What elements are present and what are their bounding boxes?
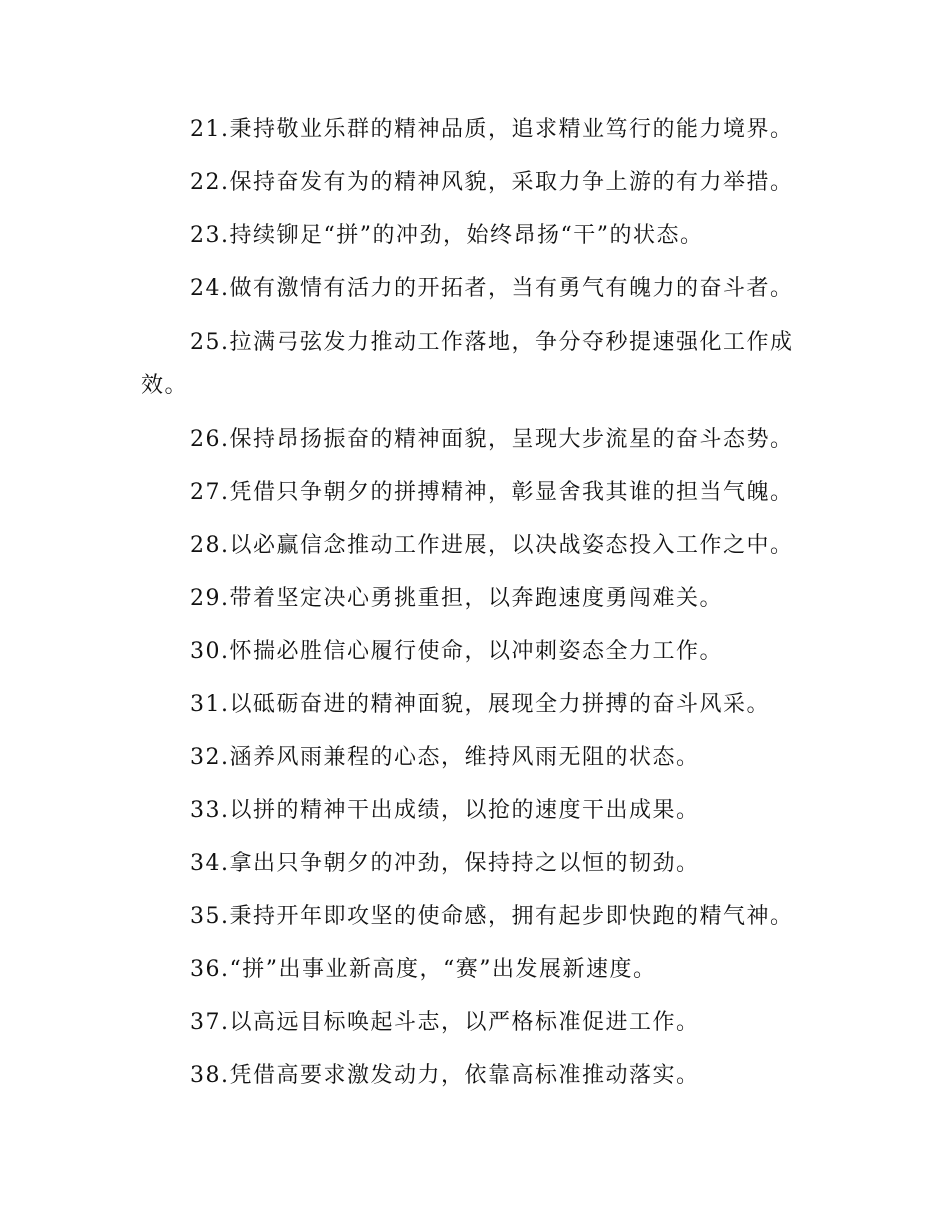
paragraph-36: 36.“拼”出事业新高度，“赛”出发展新速度。 xyxy=(190,957,657,982)
paragraph-35: 35.秉持开年即攻坚的使命感，拥有起步即快跑的精气神。 xyxy=(190,904,794,929)
paragraph-38: 38.凭借高要求激发动力，依靠高标准推动落实。 xyxy=(190,1063,700,1088)
paragraph-31: 31.以砥砺奋进的精神面貌，展现全力拼搏的奋斗风采。 xyxy=(190,692,770,717)
paragraph-32: 32.涵养风雨兼程的心态，维持风雨无阻的状态。 xyxy=(190,745,700,770)
paragraph-33: 33.以拼的精神干出成绩，以抢的速度干出成果。 xyxy=(190,798,700,823)
paragraph-21: 21.秉持敬业乐群的精神品质，追求精业笃行的能力境界。 xyxy=(190,117,794,142)
paragraph-23: 23.持续铆足“拼”的冲劲，始终昂扬“干”的状态。 xyxy=(190,223,704,248)
paragraph-22: 22.保持奋发有为的精神风貌，采取力争上游的有力举措。 xyxy=(190,170,794,195)
paragraph-28: 28.以必赢信念推动工作进展，以决战姿态投入工作之中。 xyxy=(190,533,794,558)
paragraph-37: 37.以高远目标唤起斗志，以严格标准促进工作。 xyxy=(190,1010,700,1035)
paragraph-24: 24.做有激情有活力的开拓者，当有勇气有魄力的奋斗者。 xyxy=(190,276,794,301)
document-body xyxy=(141,117,816,1115)
paragraph-30: 30.怀揣必胜信心履行使命，以冲刺姿态全力工作。 xyxy=(190,639,723,664)
paragraph-27: 27.凭借只争朝夕的拼搏精神，彰显舍我其谁的担当气魄。 xyxy=(190,480,794,505)
paragraph-29: 29.带着坚定决心勇挑重担，以奔跑速度勇闯难关。 xyxy=(190,586,723,611)
paragraph-34: 34.拿出只争朝夕的冲劲，保持持之以恒的韧劲。 xyxy=(190,851,700,876)
paragraph-25: 25.拉满弓弦发力推动工作落地，争分夺秒提速强化工作成效。 xyxy=(141,330,794,398)
paragraph-26: 26.保持昂扬振奋的精神面貌，呈现大步流星的奋斗态势。 xyxy=(190,427,794,452)
